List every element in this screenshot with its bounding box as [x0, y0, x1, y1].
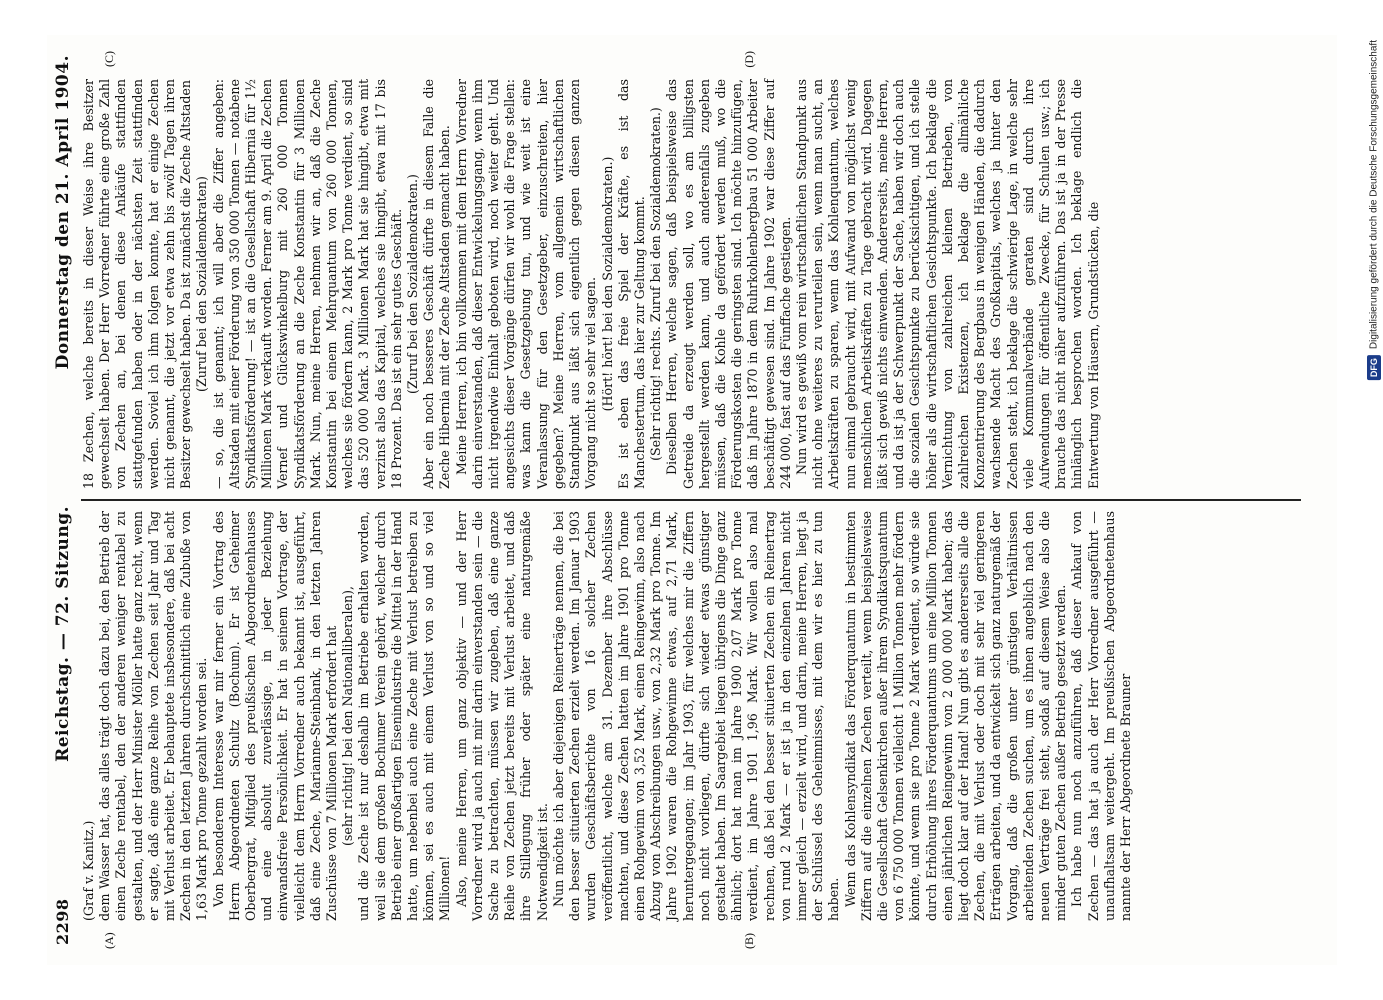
paragraph: Dieselben Herren, welche sagen, daß beispielsweise das Getreide da erzeugt werden soll, wo es am billigsten hergestellt werden kann, und auch anderenfalls zugeben müssen, daß die Kohle da gefördert werden muß, wo die Förderungskosten die geringsten sind. Ich möchte hinzufügen, daß im Jahre 1870 in dem Ruhrkohlenbergbau 51 000 Arbeiter beschäftigt gewesen sind. Im Jahre 1902 war diese Ziffer auf 244 000, fast auf das Fünffache gestiegen. [663, 79, 793, 489]
header-left-title: Reichstag. — 72. Sitzung. [52, 505, 73, 762]
speaker-label: (Graf v. Kanitz.) [80, 820, 96, 921]
paragraph: Wenn das Kohlensyndikat das Förderquantum in bestimmten Ziffern auf die einzelnen Zechen verteilt, wenn beispielsweise die Gesellschaft Gelsenkirchen außer ihrem Syndikatsquantum von 6 750 000 Tonnen vielleicht 1 Million Tonnen mehr fördern könnte, und wenn sie pro Tonne 2 Mark verdient, so würde sie durch Erhöhung ihres Förderquantums um eine Million Tonnen einen jährlichen Reingewinn von 2 000 000 Mark haben; das liegt doch klar auf der Hand! Nun gibt es andererseits alle die Zechen, die mit Verlust oder doch mit sehr viel geringeren Erträgen arbeiten, und da entwickelt sich ganz naturgemäß der Vorgang, daß die großen unter günstigen Verhältnissen arbeitenden Zechen suchen, um es ihnen angeblich nach den neuen Verträge frei steht, sodaß auf diesem Weise also die minder guten Zechen außer Betrieb gesetzt werden. [842, 511, 1068, 921]
paragraph: Nun wird es gewiß vom rein wirtschaftlichen Standpunkt aus nicht ohne weiteres zu verurteilen sein, wenn man sucht, an Arbeitskräften zu sparen, wenn das Kohlenquantum, welches nun einmal gebraucht wird, mit Aufwand von möglichst wenig menschlichen Arbeitskräften zu Tage gebracht wird. Dagegen läßt sich gewiß nichts einwenden. Andererseits, meine Herren, und da ist ja der Schwerpunkt der Sache, haben wir doch auch die sozialen Gesichtspunkte zu berücksichtigen, und ich stelle höher als die wirtschaftlichen Gesichtspunkte. Ich beklage die Vernichtung von zahlreichen kleinen Betrieben, von zahlreichen Existenzen, ich beklage die allmähliche Konzentrierung des Bergbaus in wenigen Händen, die dadurch wachsende Macht des Großkapitals, welches ja hinter den Zechen steht, ich beklage die schwierige Lage, in welche sehr viele Kommunalverbände geraten sind durch ihre Aufwendungen für öffentliche Zwecke, für Schulen usw.; ich brauche das nicht näher aufzuführen. Das ist ja in der Presse hinlänglich besprochen worden. Ich beklage endlich die Entwertung von Häusern, Grundstücken, die [793, 79, 1101, 489]
digitization-note [1367, 40, 1381, 380]
document-page [47, 35, 1337, 965]
header-right-title: Donnerstag den 21. April 1904. [52, 55, 73, 370]
page-header [53, 49, 77, 951]
interjection: (Zuruf bei den Sozialdemokraten) [193, 176, 209, 392]
paragraph: und die Zeche ist nur deshalb im Betriebe erhalten worden, weil sie dem großen Bochumer Verein gehört, welcher durch Betrieb einer großartigen Eisenindustrie die Mittel in der Hand hatte, um nebenbei auch eine Zeche mit Verlust betreiben zu können, sei es auch mit einem Verlust von so und so viel Millionen! [355, 511, 452, 921]
dfg-logo: DFG [1367, 355, 1381, 380]
paragraph: — so, die ist genannt; ich will aber die Ziffer angeben: Altstaden mit einer Förderung von 350 000 Tonnen — notabene Syndikatsförderung! — ist an die Gesellschaft Hibernia für 1½ Millionen Mark verkauft worden. Ferner am 9. April die Zechen Vernef und Glückswinkelburg mit 260 000 Tonnen Syndikatsförderung an die Zeche Konstantin für 3 Millionen Mark. Nun, meine Herren, nehmen wir an, daß die Zeche Konstantin bei einem Mehrquantum von 260 000 Tonnen, welches sie fördern kann, 2 Mark pro Tonne verdient, so sind das 520 000 Mark. 3 Millionen Mark hat sie hingibt, etwa mit verzinst also das Kapital, welches sie hingibt, etwa mit 17 bis 18 Prozent. Das ist ein sehr gutes Geschäft. [210, 79, 404, 489]
left-column [81, 501, 1301, 951]
paragraph: Nun möchte ich aber diejenigen Reinerträge nennen, die bei den besser situierten Zechen erzielt werden. Im Januar 1903 wurden Geschäftsberichte von 16 solcher Zechen veröffentlicht, welche am 31. Dezember ihre Abschlüsse machten, und diese Zechen hatten im Jahre 1901 pro Tonne einen Rohgewinn von 3,52 Mark, einen Reingewinn, also nach Abzug von Abschreibungen usw., von 2,32 Mark pro Tonne. Im Jahre 1902 waren die Rohgewinne etwas, auf 2,71 Mark, heruntergegangen; im Jahr 1903, für welches mir die Ziffern noch nicht vorliegen, dürfte sich wieder etwas günstiger gestaltet haben. Im Saargebiet liegen übrigens die Dinge ganz ähnlich; dort hat man im Jahre 1900 2,07 Mark pro Tonne verdient, im Jahre 1901 1,96 Mark. Wir wollen also mal rechnen, daß bei den besser situierten Zechen ein Reinertrag von rund 2 Mark — er ist ja in den einzelnen Jahren nicht immer gleich — erzielt wird, und darin, meine Herren, liegt ja der Schlüssel des Geheimnisses, mit dem wir es hier zu tun haben. [550, 511, 841, 921]
margin-marker-b: (B) [741, 933, 756, 949]
paragraph: Aber ein noch besseres Geschäft dürfte in diesem Falle die Zeche Hibernia mit der Zeche Altstaden gemacht haben. [420, 79, 452, 489]
page-number: 2298 [52, 898, 72, 945]
interjection: (sehr richtig! bei den Nationalliberalen), [339, 585, 355, 847]
text-columns [81, 49, 1301, 951]
margin-marker-c: (C) [101, 51, 116, 67]
interjection: (Hört! hört! bei den Sozialdemokraten.) [599, 156, 614, 412]
digitization-text: Digitalisierung gefördert durch die Deutsche Forschungsgemeinschaft [1368, 40, 1380, 350]
paragraph: dem Wasser hat, das alles trägt doch dazu bei, den Betrieb der einen Zeche rentabel, den der anderen weniger rentabel zu gestalten, und der Herr Minister Möller hatte ganz recht, wenn er sagte, daß eine ganze Reihe von Zechen seit Jahr und Tag mit Verlust arbeitet. Er behauptete insbesondere, daß bei acht Zechen in den letzten Jahren durchschnittlich eine Zubuße von 1,63 Mark pro Tonne gezahlt worden sei. [96, 511, 209, 921]
interjection: (Zuruf bei den Sozialdemokraten.) [404, 174, 420, 394]
paragraph: Von besonderem Interesse war mir ferner ein Vortrag des Herrn Abgeordneten Schultz (Bochum). Er ist Geheimer Oberbergrat, Mitglied des preußischen Abgeordnetenhauses und eine absolut zuverlässige, in jeder Beziehung einwandsfreie Persönlichkeit. Er hat in seinem Vortrage, der vielleicht dem Herrn Vorredner auch bekannt ist, ausgeführt, daß eine Zeche, Marianne-Steinbank, in den letzten Jahren Zuschüsse von 7 Millionen Mark erfordert hat [210, 511, 339, 921]
interjection: (Sehr richtig! rechts. Zuruf bei den Sozialdemokraten.) [647, 107, 663, 461]
paragraph: 18 Zechen, welche bereits in dieser Weise ihre Besitzer gewechselt haben. Der Herr Vorredner führte eine große Zahl von Zechen an, bei denen diese Ankäufe stattfinden stattgefunden haben oder in der nächsten Zeit stattfinden werden. Soviel ich ihm folgen konnte, hat er einige Zechen nicht genannt, die jetzt vor etwa zehn bis zwölf Tagen ihren Besitzer gewechselt haben. Da ist zunächst die Zeche Altstaden [80, 79, 193, 489]
paragraph: Es ist eben das freie Spiel der Kräfte, es ist das Manchestertum, das hier zur Geltung kommt. [615, 79, 647, 489]
paragraph: Also, meine Herren, um ganz objektiv — und der Herr Vorredner wird ja auch mit mir darin einverstanden sein — die Sache zu betrachten, müssen wir zugeben, daß eine ganze Reihe von Zechen jetzt bereits mit Verlust arbeitet, und daß ihre Stillegung früher oder später eine naturgemäße Notwendigkeit ist. [453, 511, 550, 921]
margin-marker-d: (D) [741, 51, 756, 68]
paragraph: Meine Herren, ich bin vollkommen mit dem Herrn Vorredner darin einverstanden, daß dieser Entwickelungsgang, wenn ihm nicht irgendwie Einhalt geboten wird, noch weiter geht. Und angesichts dieser Vorgänge dürfen wir wohl die Frage stellen: was kann die Gesetzgebung tun, und wie weit ist eine Veranlassung für den Gesetzgeber, einzuschreiten, hier gegeben? Meine Herren, vom allgemein wirtschaftlichen Standpunkt aus läßt sich eigentlich gegen diesen ganzen Vorgang nicht so sehr viel sagen. [453, 79, 598, 489]
right-column [81, 49, 1301, 499]
margin-marker-a: (A) [101, 932, 116, 949]
paragraph: Ich habe nun noch anzuführen, daß dieser Ankauf von Zechen — das hat ja auch der Herr Vorredner ausgeführt — unaufhaltsam weitergeht. Im preußischen Abgeordnetenhaus nannte der Herr Abgeordnete Brauner [1068, 511, 1133, 921]
